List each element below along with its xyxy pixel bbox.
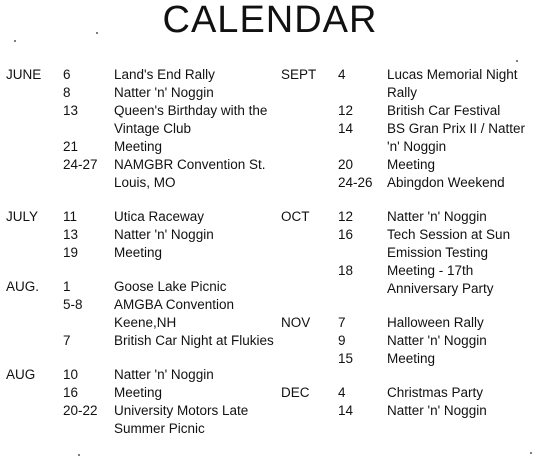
event-date: 13: [63, 227, 79, 242]
event-date: 10: [63, 367, 79, 382]
event-row: [281, 174, 539, 192]
month-label: DEC: [281, 385, 310, 400]
event-date: 4: [338, 385, 346, 400]
event-date: 7: [63, 333, 71, 348]
event-title: NAMGBR Convention St. Louis, MO: [114, 157, 266, 190]
event-row: [281, 226, 539, 262]
month-gap: [6, 192, 274, 208]
event-title: University Motors Late Summer Picnic: [114, 403, 249, 436]
event-row: [281, 208, 539, 226]
event-row: [6, 244, 274, 262]
event-title: Meeting: [114, 385, 163, 400]
event-row: [6, 402, 274, 438]
event-date: 9: [338, 333, 346, 348]
month-block: [281, 314, 539, 368]
event-row: [6, 156, 274, 192]
event-title: Natter 'n' Noggin: [114, 227, 214, 242]
event-date: 19: [63, 245, 79, 260]
month-label: SEPT: [281, 67, 317, 82]
event-row: [281, 102, 539, 120]
calendar-column-left: [6, 66, 274, 438]
event-row: [281, 66, 539, 102]
event-title: Halloween Rally: [387, 315, 484, 330]
month-block: [6, 208, 274, 262]
event-row: [6, 208, 274, 226]
month-block: [281, 384, 539, 420]
event-date: 12: [338, 209, 354, 224]
event-date: 11: [63, 209, 78, 224]
event-title: Natter 'n' Noggin: [114, 367, 214, 382]
event-date: 16: [338, 227, 354, 242]
event-title: British Car Night at Flukies: [114, 333, 274, 348]
event-row: [281, 120, 539, 156]
event-row: [6, 278, 274, 296]
event-date: 4: [338, 67, 346, 82]
event-date: 7: [338, 315, 346, 330]
event-title: Natter 'n' Noggin: [387, 209, 487, 224]
month-gap: [281, 192, 539, 208]
event-title: Meeting: [114, 245, 163, 260]
scan-speck: [78, 454, 80, 456]
event-title: Queen's Birthday with the Vintage Club: [114, 103, 268, 136]
month-gap: [6, 262, 274, 278]
event-title: British Car Festival: [387, 103, 501, 118]
calendar-column-right: [281, 66, 539, 420]
month-gap: [281, 298, 539, 314]
scan-speck: [14, 40, 16, 42]
scan-speck: [516, 60, 518, 62]
event-title: Natter 'n' Noggin: [387, 333, 487, 348]
event-date: 6: [63, 67, 71, 82]
month-block: [6, 366, 274, 438]
event-title: Meeting - 17th Anniversary Party: [387, 263, 494, 296]
event-title: Goose Lake Picnic: [114, 279, 227, 294]
event-date: 16: [63, 385, 79, 400]
event-row: [6, 138, 274, 156]
month-label: AUG.: [6, 279, 40, 294]
event-title: BS Gran Prix II / Natter 'n' Noggin: [387, 121, 526, 154]
event-row: [6, 332, 274, 350]
month-label: AUG: [6, 367, 36, 382]
month-label: OCT: [281, 209, 310, 224]
event-row: [281, 350, 539, 368]
month-block: [6, 278, 274, 350]
event-date: 1: [63, 279, 71, 294]
event-title: Meeting: [387, 157, 436, 172]
event-date: 14: [338, 121, 354, 136]
month-block: [281, 66, 539, 192]
month-gap: [6, 350, 274, 366]
event-date: 14: [338, 403, 354, 418]
month-label: NOV: [281, 315, 311, 330]
event-title: Meeting: [114, 139, 163, 154]
page-title: CALENDAR: [162, 0, 378, 41]
event-date: 20: [338, 157, 354, 172]
event-row: [281, 262, 539, 298]
event-date: 20-22: [63, 403, 98, 418]
event-row: [6, 384, 274, 402]
month-block: [6, 66, 274, 192]
event-date: 18: [338, 263, 354, 278]
event-title: Utica Raceway: [114, 209, 205, 224]
event-row: [6, 66, 274, 84]
event-date: 24-26: [338, 175, 373, 190]
event-row: [6, 84, 274, 102]
month-label: JULY: [6, 209, 39, 224]
event-date: 15: [338, 351, 354, 366]
event-title: Natter 'n' Noggin: [114, 85, 214, 100]
event-row: [281, 402, 539, 420]
event-title: Lucas Memorial Night Rally: [387, 67, 518, 100]
event-date: 12: [338, 103, 354, 118]
event-title: Tech Session at Sun Emission Testing: [387, 227, 511, 260]
event-row: [6, 296, 274, 332]
event-row: [6, 226, 274, 244]
event-row: [6, 366, 274, 384]
month-label: JUNE: [6, 67, 42, 82]
event-row: [281, 314, 539, 332]
event-date: 21: [63, 139, 79, 154]
event-date: 8: [63, 85, 71, 100]
event-date: 13: [63, 103, 79, 118]
event-row: [281, 156, 539, 174]
event-title: Natter 'n' Noggin: [387, 403, 487, 418]
event-date: 24-27: [63, 157, 98, 172]
event-title: AMGBA Convention Keene,NH: [114, 297, 235, 330]
scan-speck: [530, 452, 532, 454]
event-row: [6, 102, 274, 138]
event-title: Abingdon Weekend: [387, 175, 505, 190]
event-title: Meeting: [387, 351, 436, 366]
month-gap: [281, 368, 539, 384]
event-row: [281, 384, 539, 402]
event-row: [281, 332, 539, 350]
month-block: [281, 208, 539, 298]
event-date: 5-8: [63, 297, 83, 312]
event-title: Land's End Rally: [114, 67, 215, 82]
event-title: Christmas Party: [387, 385, 484, 400]
scan-speck: [96, 32, 98, 34]
